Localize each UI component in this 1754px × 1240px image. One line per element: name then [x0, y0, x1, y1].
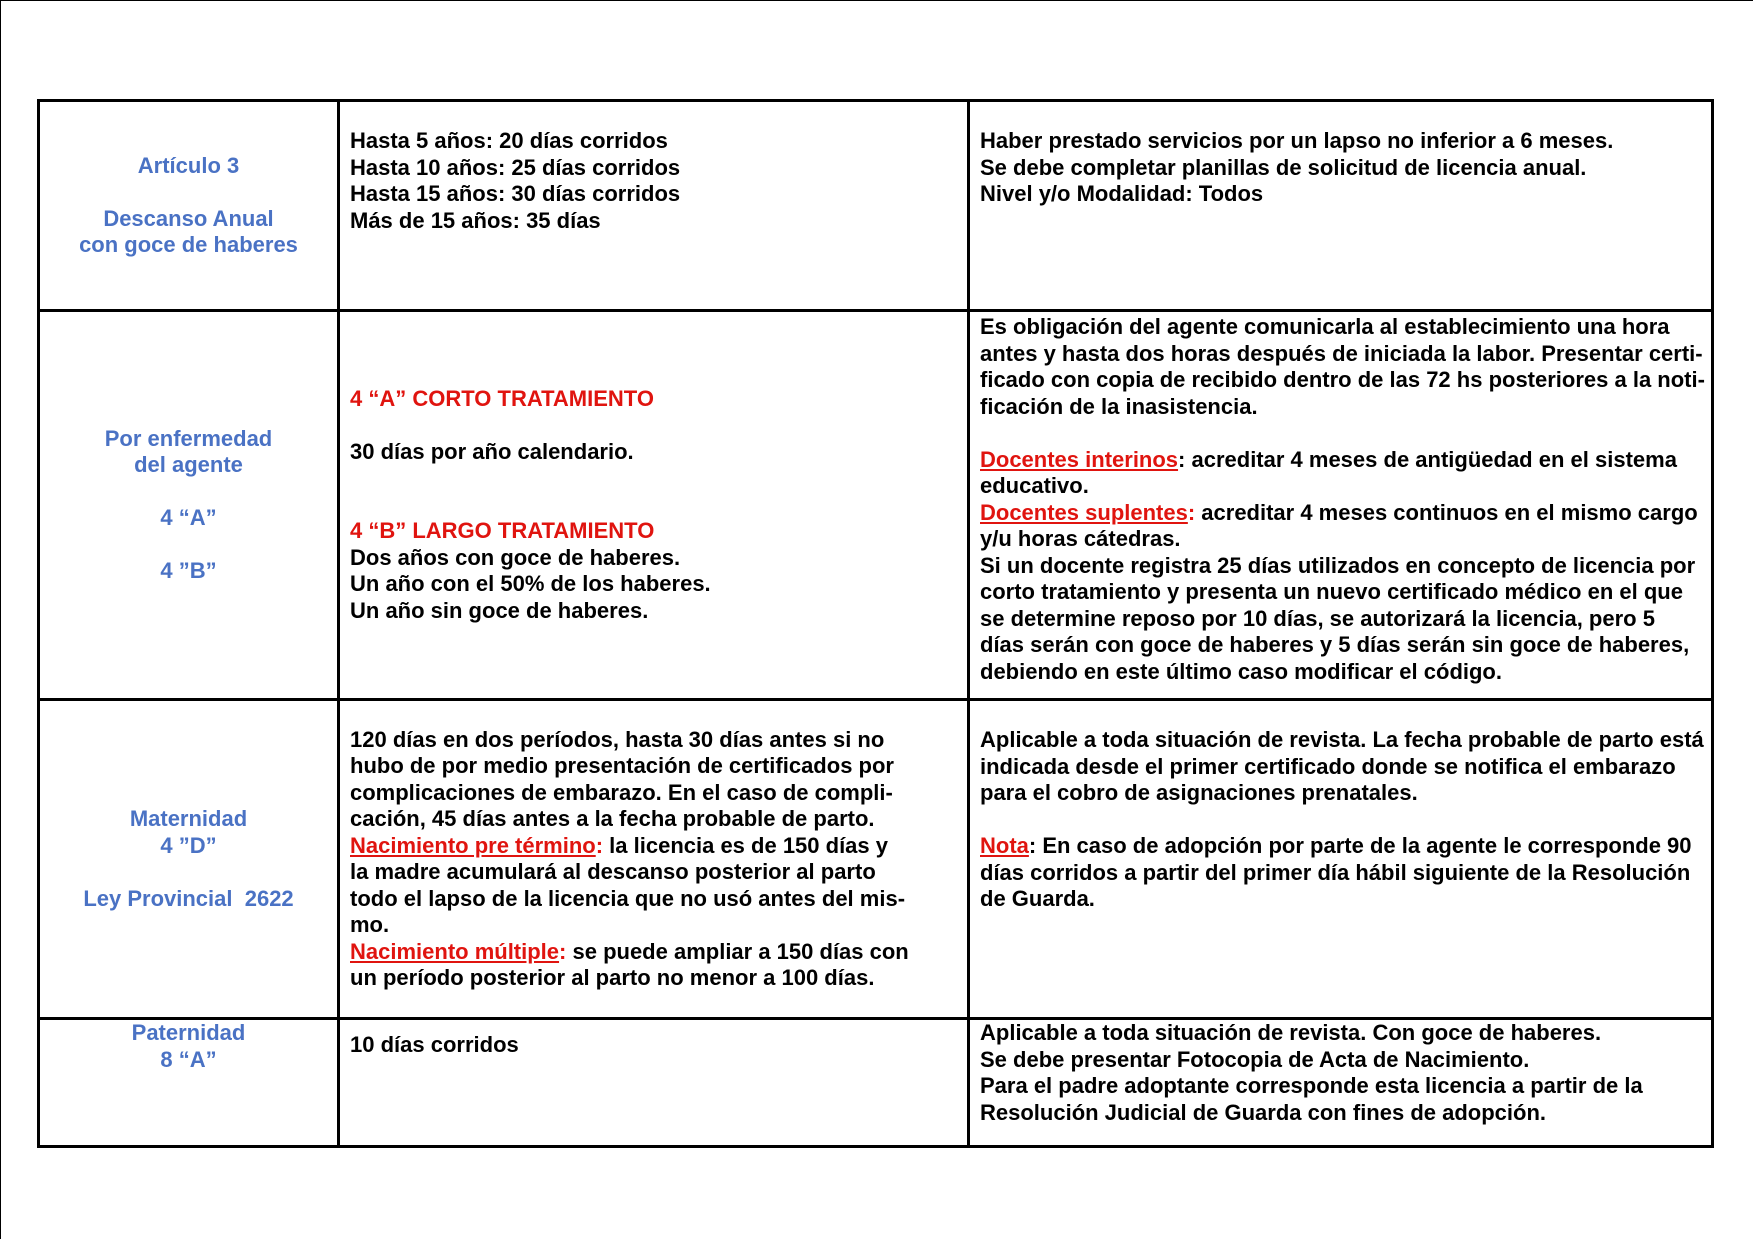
nacimiento-pre-termino-label: Nacimiento pre término [350, 832, 596, 858]
requirement-line: días corridos a partir del primer día hábil siguiente de la Resolución [980, 859, 1691, 885]
docentes-interinos-text: : acreditar 4 meses de antigüedad en el sistema [1178, 446, 1677, 472]
row-title-line: 4 ”D” [160, 832, 217, 858]
requirement-line: Aplicable a toda situación de revista. La fecha probable de parto está [980, 727, 1704, 752]
nota-label: Nota [980, 833, 1029, 858]
duration-cell [339, 700, 969, 1019]
duration-line: la madre acumulará al descanso posterior al parto [350, 859, 876, 884]
nacimiento-pre-termino-colon: : [595, 832, 604, 858]
duration-line: Un año con el 50% de los haberes. [350, 571, 711, 597]
requirements-cell [969, 700, 1713, 1019]
nacimiento-multiple-colon: : [559, 938, 567, 964]
duration-line: un período posterior al parto no menor a 100 días. [350, 965, 875, 990]
requirements-cell [969, 101, 1713, 311]
requirements-cell [969, 1019, 1713, 1147]
row-title-line: 4 ”B” [160, 558, 217, 583]
duration-line: Hasta 5 años: 20 días corridos [350, 128, 668, 153]
duration-line: 30 días por año calendario. [350, 438, 634, 464]
table-row [39, 1019, 1713, 1147]
heading-corto-tratamiento: 4 “A” CORTO TRATAMIENTO [350, 385, 654, 411]
duration-line: Dos años con goce de haberes. [350, 544, 681, 570]
requirement-line: antes y hasta dos horas después de iniciada la labor. Presentar certi- [980, 340, 1703, 366]
duration-cell [339, 311, 969, 700]
requirement-line: Nivel y/o Modalidad: Todos [980, 181, 1264, 206]
requirements-cell [969, 311, 1713, 700]
docentes-suplentes-label: Docentes suplentes [980, 499, 1188, 525]
duration-line [350, 833, 957, 860]
docentes-suplentes-text: acreditar 4 meses continuos en el mismo cargo [1195, 499, 1698, 525]
requirement-line: Es obligación del agente comunicarla al establecimiento una hora [980, 314, 1670, 339]
duration-line: Hasta 10 años: 25 días corridos [350, 154, 681, 180]
duration-line: cación, 45 días antes a la fecha probable de parto. [350, 806, 875, 831]
row-title-line: 8 “A” [160, 1046, 217, 1072]
requirement-line: indicada desde el primer certificado donde se notifica el embarazo [980, 753, 1676, 779]
duration-line: Un año sin goce de haberes. [350, 597, 649, 623]
table-row [39, 101, 1713, 311]
requirement-line: para el cobro de asignaciones prenatales. [980, 780, 1418, 805]
docentes-suplentes-colon: : [1187, 499, 1196, 525]
heading-largo-tratamiento: 4 “B” LARGO TRATAMIENTO [350, 518, 655, 544]
row-title-cell [39, 1019, 339, 1147]
row-title-line: Artículo 3 [137, 152, 240, 178]
table-row [39, 700, 1713, 1019]
requirement-line: Se debe completar planillas de solicitud de licencia anual. [980, 154, 1587, 180]
row-title-cell [39, 311, 339, 700]
requirement-line: Para el padre adoptante corresponde esta licencia a partir de la [980, 1073, 1643, 1098]
row-title-cell [39, 101, 339, 311]
requirement-line [980, 833, 1701, 860]
requirement-line: Si un docente registra 25 días utilizados en concepto de licencia por [980, 552, 1696, 578]
row-title-line: del agente [134, 452, 243, 477]
row-title-line: Descanso Anual [103, 205, 274, 231]
requirement-line: ficado con copia de recibido dentro de las 72 hs posteriores a la noti- [980, 367, 1705, 392]
nacimiento-multiple-text: se puede ampliar a 150 días con [566, 938, 909, 964]
requirement-line: Se debe presentar Fotocopia de Acta de Nacimiento. [980, 1046, 1530, 1072]
licencias-table [37, 99, 1714, 1148]
duration-cell [339, 101, 969, 311]
requirement-line: de Guarda. [980, 886, 1095, 911]
nota-text: : En caso de adopción por parte de la agente le corresponde 90 [1028, 833, 1692, 858]
requirement-line: días serán con goce de haberes y 5 días serán sin goce de haberes, [980, 632, 1690, 657]
duration-line: complicaciones de embarazo. En el caso de compli- [350, 779, 893, 805]
row-title-line: Por enfermedad [104, 425, 273, 451]
requirement-line [980, 500, 1701, 527]
duration-line [350, 939, 957, 966]
duration-line: todo el lapso de la licencia que no usó antes del mis- [350, 885, 906, 911]
row-title-line: con goce de haberes [79, 232, 298, 257]
row-title-line: Maternidad [129, 806, 248, 831]
duration-line: mo. [350, 912, 390, 937]
requirement-line: debiendo en este último caso modificar el código. [980, 658, 1502, 684]
requirement-line: ficación de la inasistencia. [980, 393, 1258, 419]
duration-line: Más de 15 años: 35 días [350, 207, 601, 233]
requirement-line: corto tratamiento y presenta un nuevo certificado médico en el que [980, 579, 1683, 604]
row-title-cell [39, 700, 339, 1019]
row-title-line: 4 “A” [160, 505, 217, 530]
docentes-interinos-label: Docentes interinos [980, 446, 1179, 472]
duration-line: Hasta 15 años: 30 días corridos [350, 181, 681, 206]
row-title-line: Ley Provincial 2622 [83, 885, 294, 911]
requirement-line: Resolución Judicial de Guarda con fines de adopción. [980, 1099, 1546, 1125]
duration-cell [339, 1019, 969, 1147]
requirement-line: Haber prestado servicios por un lapso no inferior a 6 meses. [980, 128, 1614, 153]
duration-line: 10 días corridos [350, 1032, 519, 1057]
duration-line: 120 días en dos períodos, hasta 30 días antes si no [350, 726, 885, 752]
duration-line: hubo de por medio presentación de certificados por [350, 753, 894, 778]
table-row [39, 311, 1713, 700]
requirement-line: educativo. [980, 473, 1089, 498]
nacimiento-multiple-label: Nacimiento múltiple [350, 938, 560, 964]
requirement-line: y/u horas cátedras. [980, 526, 1181, 551]
requirement-line [980, 447, 1701, 474]
row-title-line: Paternidad [131, 1020, 246, 1045]
nacimiento-pre-termino-text: la licencia es de 150 días y [603, 832, 889, 858]
requirement-line: se determine reposo por 10 días, se autorizará la licencia, pero 5 [980, 605, 1655, 631]
requirement-line: Aplicable a toda situación de revista. Con goce de haberes. [980, 1020, 1602, 1045]
